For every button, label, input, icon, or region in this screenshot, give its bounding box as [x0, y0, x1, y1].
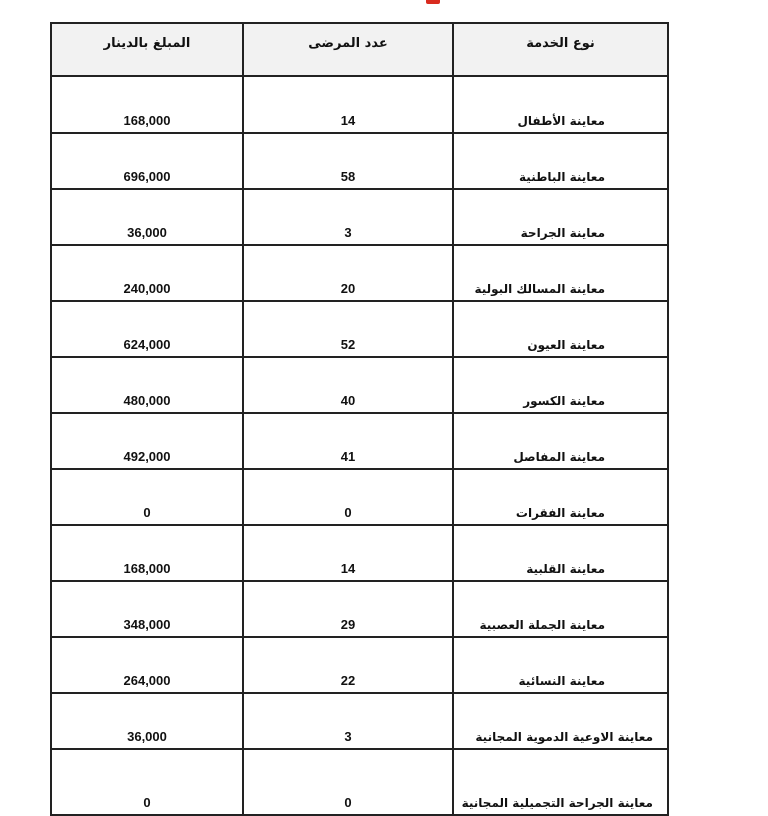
patients-cell: 52 [243, 301, 453, 357]
table-row [51, 301, 668, 357]
patients-cell: 20 [243, 245, 453, 301]
service-cell: معاينة الفقرات [453, 469, 668, 525]
services-table [50, 22, 669, 816]
patients-cell: 14 [243, 76, 453, 133]
amount-cell: 168,000 [51, 76, 243, 133]
amount-cell: 624,000 [51, 301, 243, 357]
service-cell: معاينة الاوعية الدموية المجانية [453, 693, 668, 749]
amount-cell: 36,000 [51, 693, 243, 749]
service-cell: معاينة المفاصل [453, 413, 668, 469]
service-cell: معاينة القلبية [453, 525, 668, 581]
service-cell: معاينة الباطنية [453, 133, 668, 189]
service-cell: معاينة النسائية [453, 637, 668, 693]
patients-cell: 3 [243, 189, 453, 245]
amount-cell: 0 [51, 469, 243, 525]
table-row [51, 133, 668, 189]
table-row [51, 76, 668, 133]
service-cell: معاينة العيون [453, 301, 668, 357]
patients-cell: 41 [243, 413, 453, 469]
header-amount-dinar: المبلغ بالدينار [51, 23, 243, 76]
table-row [51, 189, 668, 245]
amount-cell: 168,000 [51, 525, 243, 581]
patients-cell: 0 [243, 469, 453, 525]
table-row [51, 525, 668, 581]
patients-cell: 22 [243, 637, 453, 693]
service-cell: معاينة الجملة العصبية [453, 581, 668, 637]
table-row [51, 693, 668, 749]
patients-cell: 40 [243, 357, 453, 413]
service-cell: معاينة الكسور [453, 357, 668, 413]
amount-cell: 480,000 [51, 357, 243, 413]
amount-cell: 348,000 [51, 581, 243, 637]
patients-cell: 3 [243, 693, 453, 749]
service-cell: معاينة الجراحة [453, 189, 668, 245]
table-row [51, 581, 668, 637]
service-cell: معاينة الأطفال [453, 76, 668, 133]
table-header-row [51, 23, 668, 76]
title-fragment [412, 0, 452, 6]
table-row [51, 413, 668, 469]
amount-cell: 696,000 [51, 133, 243, 189]
amount-cell: 36,000 [51, 189, 243, 245]
table-row [51, 637, 668, 693]
service-cell: معاينة الجراحة التجميلية المجانية [453, 749, 668, 815]
patients-cell: 58 [243, 133, 453, 189]
amount-cell: 264,000 [51, 637, 243, 693]
title-fragment-mark [426, 0, 440, 4]
table-row [51, 469, 668, 525]
amount-cell: 492,000 [51, 413, 243, 469]
patients-cell: 29 [243, 581, 453, 637]
amount-cell: 240,000 [51, 245, 243, 301]
table-row [51, 245, 668, 301]
header-service-type: نوع الخدمة [453, 23, 668, 76]
service-cell: معاينة المسالك البولية [453, 245, 668, 301]
patients-cell: 0 [243, 749, 453, 815]
table-row [51, 749, 668, 815]
header-patient-count: عدد المرضى [243, 23, 453, 76]
patients-cell: 14 [243, 525, 453, 581]
amount-cell: 0 [51, 749, 243, 815]
table-row [51, 357, 668, 413]
